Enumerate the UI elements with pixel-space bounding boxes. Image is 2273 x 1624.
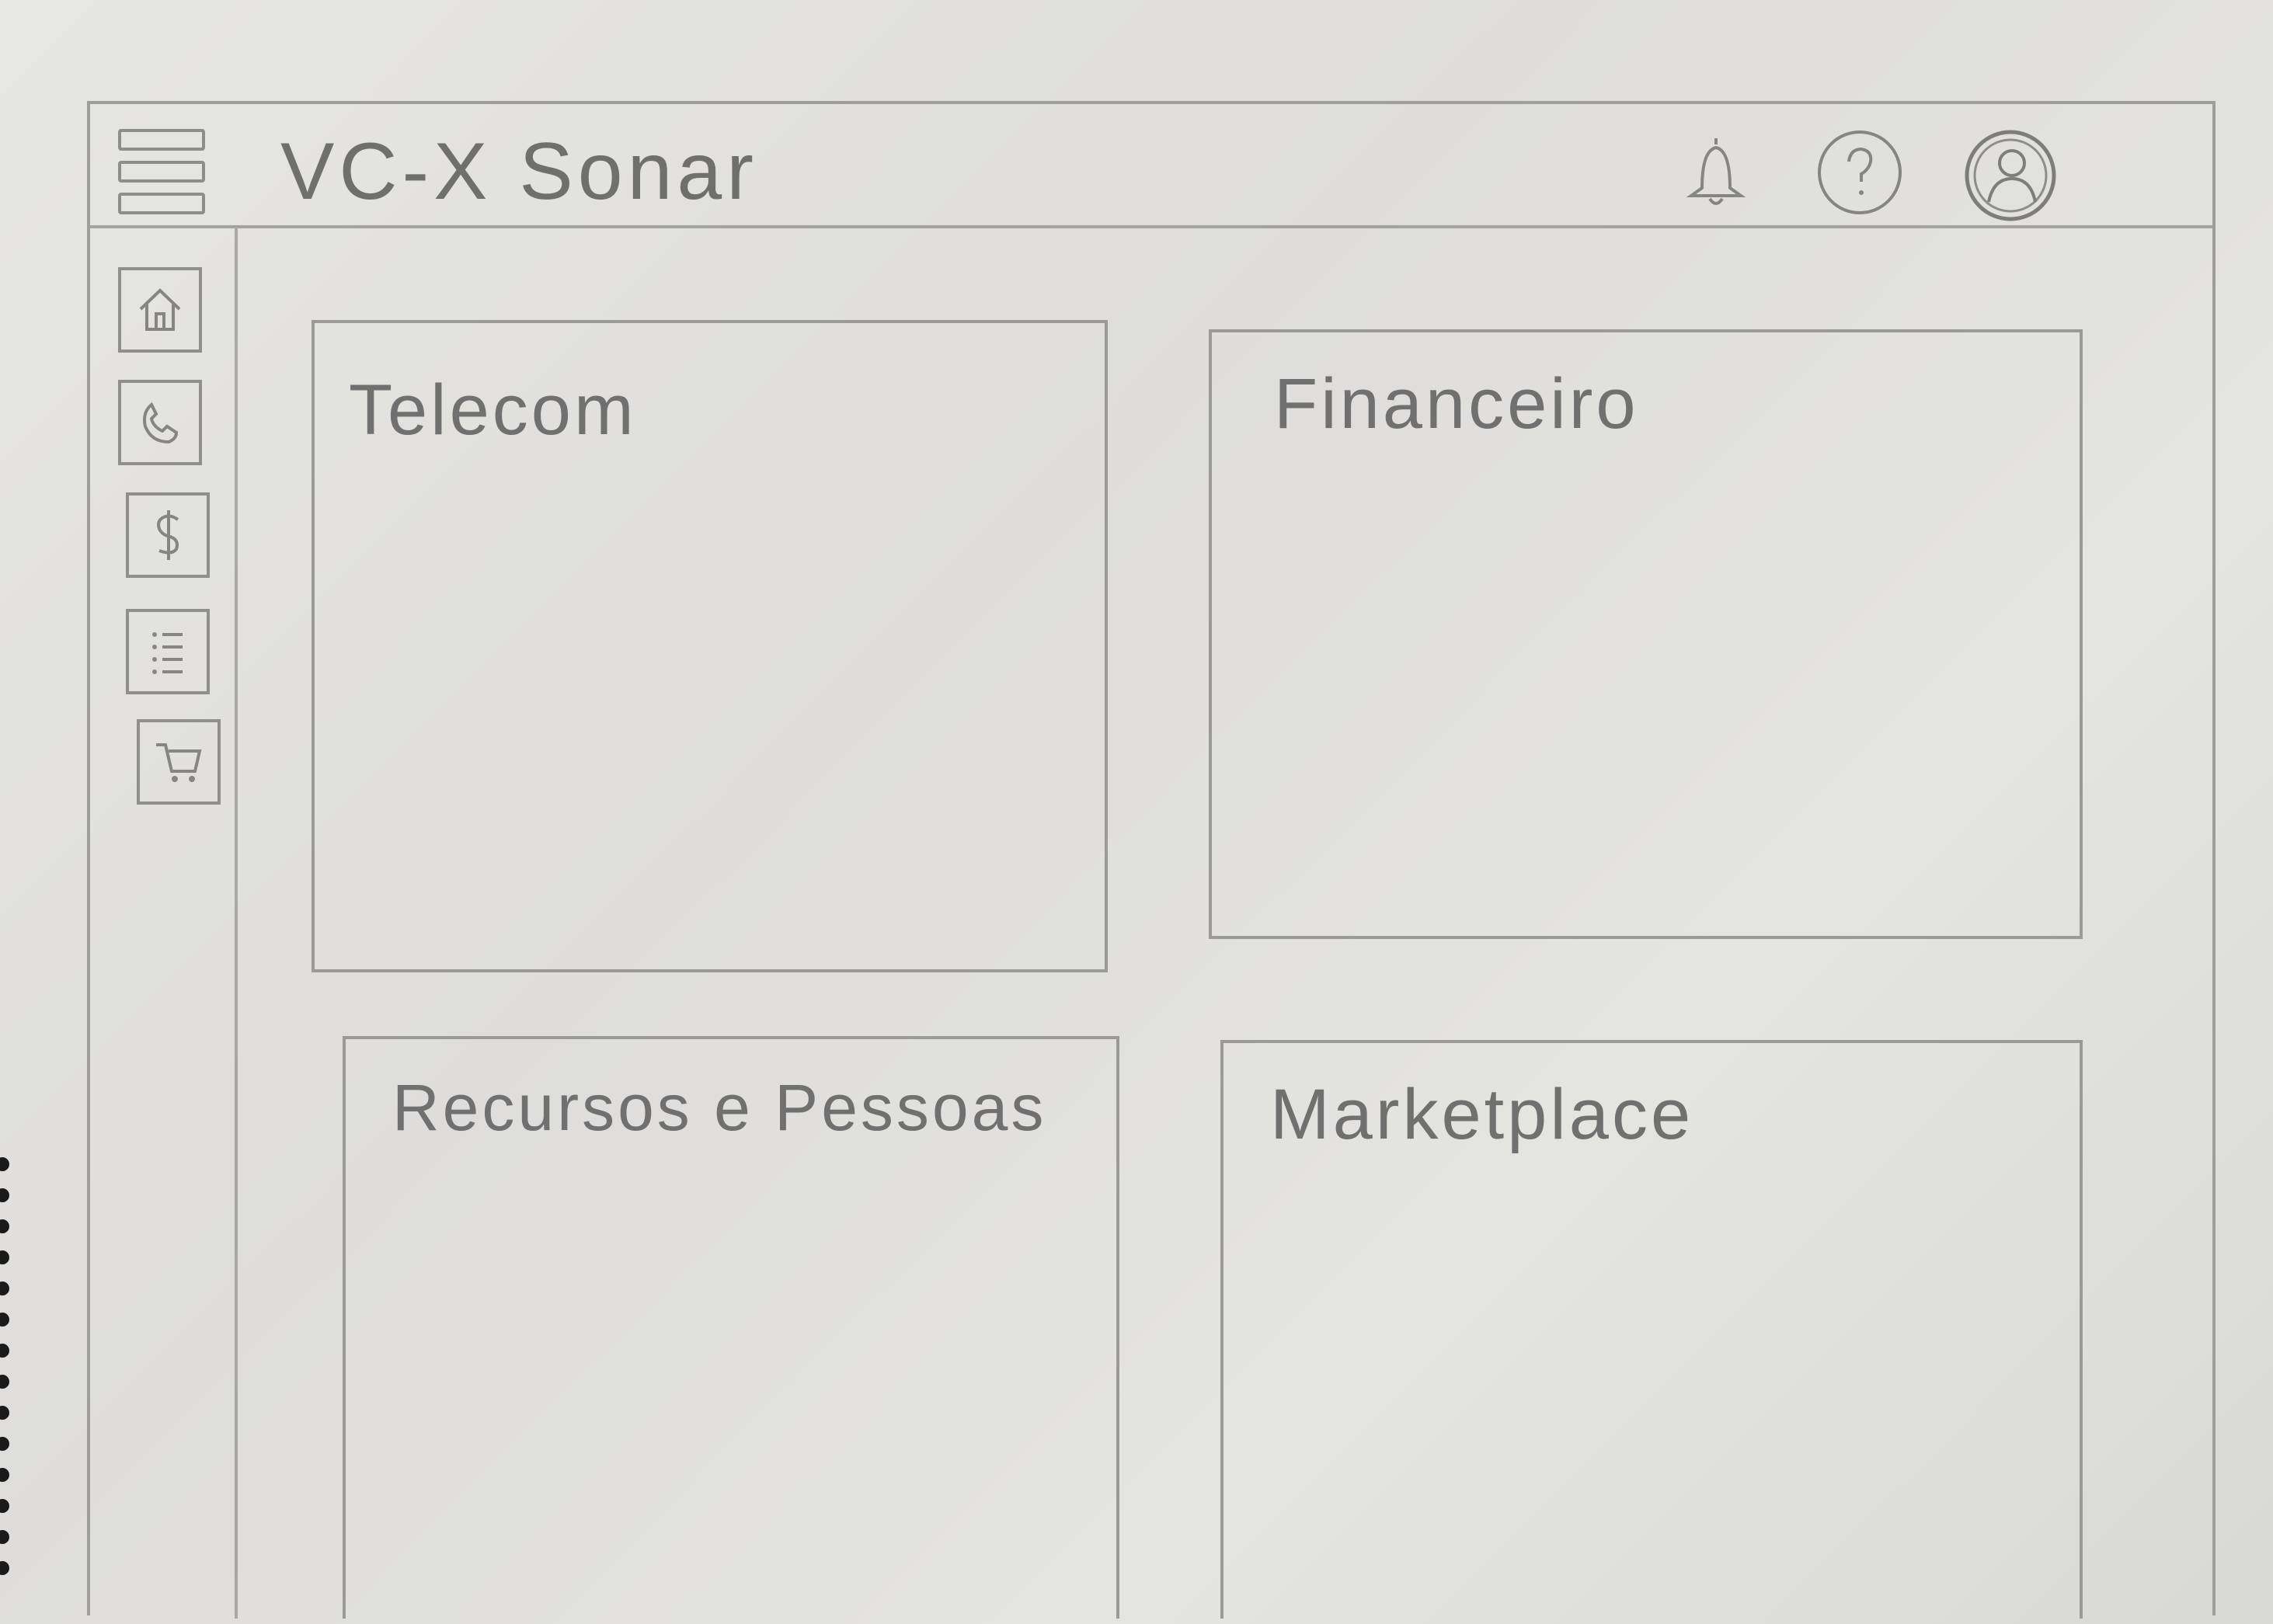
sidebar-item-marketplace[interactable] [137,719,221,805]
spiral-dot [0,1375,9,1389]
spiral-dot [0,1219,9,1233]
card-title: Financeiro [1274,364,1639,443]
app-window [87,101,2216,1615]
help-icon[interactable] [1815,127,1905,217]
spiral-dot [0,1499,9,1513]
spiral-dot [0,1530,9,1544]
spiral-dot [0,1157,9,1171]
sidebar-item-home[interactable] [118,267,202,353]
cart-icon [151,731,206,793]
card-marketplace[interactable] [1220,1040,2083,1619]
spiral-dot [0,1344,9,1358]
top-header [90,104,2212,228]
spiral-dot [0,1250,9,1264]
spiral-dot [0,1281,9,1295]
hamburger-menu-icon[interactable] [118,129,205,214]
card-telecom[interactable] [312,320,1108,972]
sidebar-item-financeiro[interactable] [126,492,210,578]
card-title: Marketplace [1270,1075,1694,1154]
dollar-icon [141,504,195,566]
app-title: VC-X Sonar [280,127,758,217]
user-avatar-icon[interactable] [1962,127,2052,217]
sidebar-item-recursos[interactable] [126,609,210,694]
list-icon [141,621,195,683]
phone-icon [133,395,187,450]
spiral-dot [0,1188,9,1202]
sidebar [90,228,238,1619]
spiral-dot [0,1406,9,1420]
card-title: Recursos e Pessoas [392,1071,1047,1144]
bell-icon[interactable] [1671,127,1761,217]
spiral-dot [0,1468,9,1482]
sidebar-item-telecom[interactable] [118,380,202,465]
card-financeiro[interactable] [1209,329,2083,939]
card-recursos-pessoas[interactable] [343,1036,1119,1619]
spiral-dot [0,1313,9,1327]
card-title: Telecom [349,370,637,450]
home-icon [133,283,187,337]
spiral-dot [0,1437,9,1451]
spiral-dot [0,1561,9,1575]
